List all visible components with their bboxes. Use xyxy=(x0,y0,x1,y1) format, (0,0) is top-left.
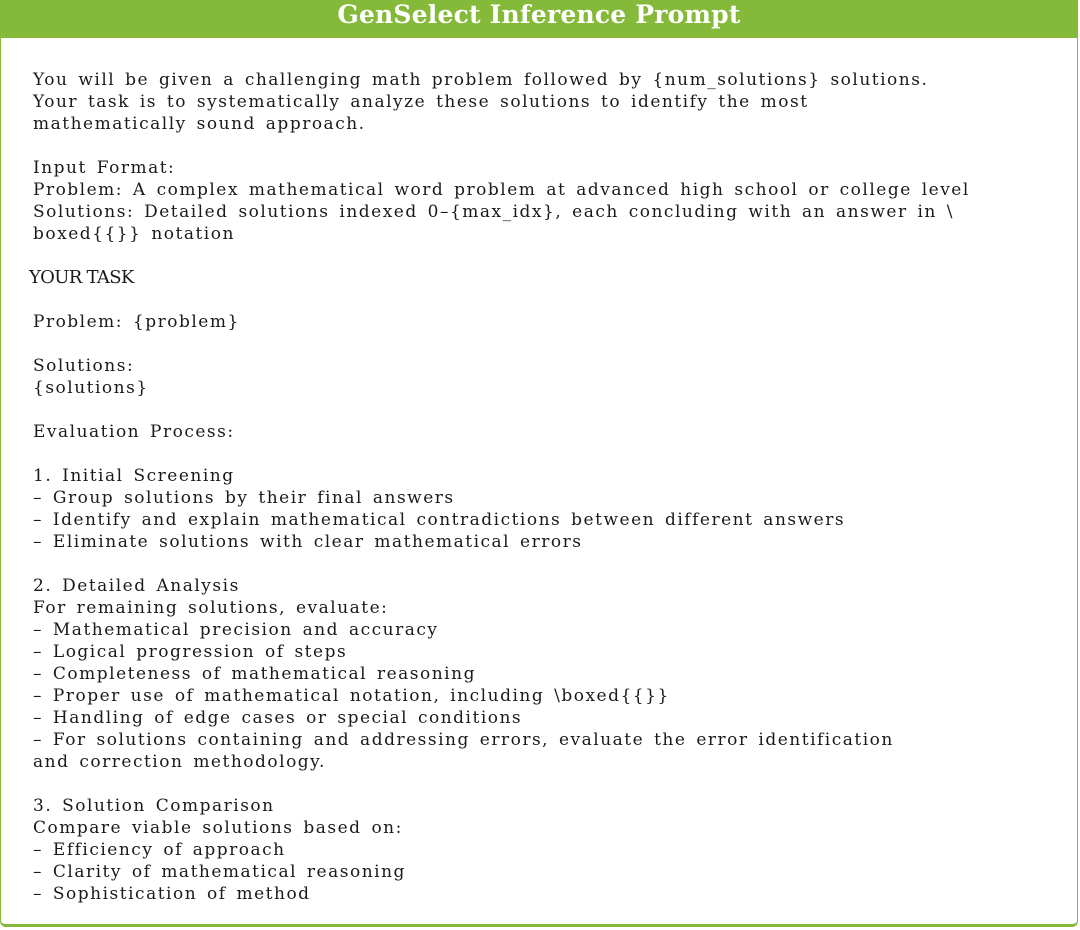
solutions-label: Solutions: xyxy=(33,356,135,376)
list-item: – Group solutions by their final answers xyxy=(33,488,455,508)
list-item: – Clarity of mathematical reasoning xyxy=(33,862,406,882)
list-item: – Sophistication of method xyxy=(33,884,311,904)
solutions-block xyxy=(33,355,1057,399)
list-item: – Proper use of mathematical notation, including \boxed{{}} xyxy=(33,686,670,706)
section-solution-comparison xyxy=(33,795,1057,905)
list-item-continuation: and correction methodology. xyxy=(33,752,326,772)
input-format-line: boxed{{}} notation xyxy=(33,224,235,244)
problem-line: Problem: {problem} xyxy=(33,312,240,332)
section-intro: Compare viable solutions based on: xyxy=(33,818,403,838)
section-heading: 2. Detailed Analysis xyxy=(33,576,240,596)
input-format-line: Solutions: Detailed solutions indexed 0–{max_idx}, each concluding with an answer in \ xyxy=(33,202,955,222)
list-item: – Eliminate solutions with clear mathematical errors xyxy=(33,532,583,552)
intro-line: You will be given a challenging math problem followed by {num_solutions} solutions. xyxy=(33,70,929,90)
input-format-line: Problem: A complex mathematical word problem at advanced high school or college level xyxy=(33,180,970,200)
section-intro: For remaining solutions, evaluate: xyxy=(33,598,389,618)
input-format-heading: Input Format: xyxy=(33,158,176,178)
section-heading: 1. Initial Screening xyxy=(33,466,235,486)
list-item: – For solutions containing and addressing errors, evaluate the error identification xyxy=(33,730,894,750)
evaluation-heading: Evaluation Process: xyxy=(33,422,235,442)
intro-line: Your task is to systematically analyze these solutions to identify the most xyxy=(33,92,809,112)
task-heading: YOUR TASK xyxy=(29,267,134,288)
list-item: – Identify and explain mathematical contradictions between different answers xyxy=(33,510,846,530)
box-title: GenSelect Inference Prompt xyxy=(1,1,1077,38)
input-format-section xyxy=(33,157,1057,245)
section-detailed-analysis xyxy=(33,575,1057,773)
intro-line: mathematically sound approach. xyxy=(33,114,366,134)
list-item: – Logical progression of steps xyxy=(33,642,348,662)
section-heading: 3. Solution Comparison xyxy=(33,796,275,816)
list-item: – Mathematical precision and accuracy xyxy=(33,620,439,640)
list-item: – Efficiency of approach xyxy=(33,840,286,860)
section-initial-screening xyxy=(33,465,1057,553)
list-item: – Handling of edge cases or special conditions xyxy=(33,708,523,728)
solutions-placeholder: {solutions} xyxy=(33,378,149,398)
intro-paragraph xyxy=(33,69,1057,135)
list-item: – Completeness of mathematical reasoning xyxy=(33,664,476,684)
prompt-body xyxy=(29,69,1057,905)
